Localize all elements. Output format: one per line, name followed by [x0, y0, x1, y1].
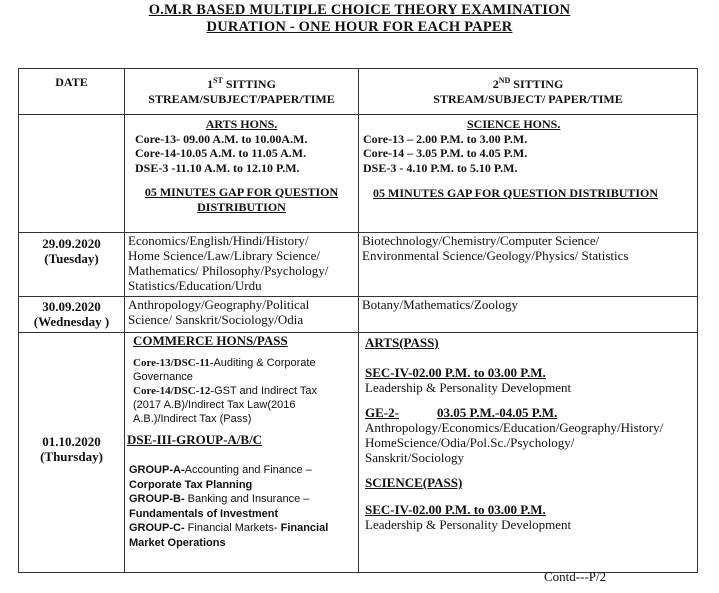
- row-date: 01.10.2020: [42, 433, 101, 449]
- sec-sci-time: SEC-IV-02.00 P.M. to 03.00 P.M.: [365, 502, 546, 517]
- schedule-row: [19, 233, 698, 297]
- ge2-line: GE-2- 03.05 P.M.-04.05 P.M.: [365, 405, 558, 420]
- timing-row: [19, 115, 698, 233]
- arts-dse3-time: DSE-3 -11.10 A.M. to 12.10 P.M.: [135, 160, 300, 175]
- date-header-cell: [19, 69, 125, 115]
- sitting1-header: 1ST SITTING: [207, 76, 276, 91]
- commerce-cell: [125, 333, 359, 573]
- group-b-line: GROUP-B- Banking and Insurance –: [129, 493, 310, 505]
- sci-dse3-time: DSE-3 - 4.10 P.M. to 5.10 P.M.: [363, 160, 518, 175]
- sitting2-subjects: [359, 233, 698, 297]
- arts-hons-title: ARTS HONS.: [205, 117, 278, 131]
- arts-gap-note-1: 05 MINUTES GAP FOR QUESTION: [144, 185, 339, 199]
- sitting2-subjects: [359, 297, 698, 333]
- sitting1-subheader: STREAM/SUBJECT/PAPER/TIME: [148, 92, 335, 106]
- row-day: (Wednesday ): [33, 314, 110, 329]
- arts-gap-note-2: DISTRIBUTION: [197, 199, 286, 214]
- document-subtitle: DURATION - ONE HOUR FOR EACH PAPER: [206, 19, 513, 35]
- arts-core14-time: Core-14-10.05 A.M. to 11.05 A.M.: [135, 146, 307, 160]
- arts-timing-cell: [125, 115, 359, 233]
- continued-note: Contd---P/2: [544, 569, 607, 584]
- subject-line: Economics/English/Hindi/History/: [128, 233, 309, 248]
- science-hons-title: SCIENCE HONS.: [467, 117, 561, 131]
- subject-line: Anthropology/Geography/Political: [128, 297, 310, 312]
- core14-line: Core-14/DSC-12-GST and Indirect Tax: [133, 385, 317, 397]
- date-header: DATE: [55, 75, 88, 89]
- subject-line: Botany/Mathematics/Zoology: [362, 297, 518, 312]
- sec-sci-subject: Leadership & Personality Development: [365, 517, 572, 532]
- sec-arts-subject: Leadership & Personality Development: [365, 380, 572, 395]
- sitting1-subjects: [125, 297, 359, 333]
- sci-core14-time: Core-14 – 3.05 P.M. to 4.05 P.M.: [363, 146, 528, 160]
- document-title: O.M.R BASED MULTIPLE CHOICE THEORY EXAMINATION: [148, 2, 571, 18]
- ge2-subjects-line: HomeScience/Odia/Pol.Sc./Psychology/: [365, 435, 575, 450]
- subject-line: Statistics/Education/Urdu: [128, 278, 262, 293]
- subject-line: Biotechnology/Chemistry/Computer Science/: [362, 233, 600, 248]
- timing-date-cell: [19, 115, 125, 233]
- row-date-cell: [19, 297, 125, 333]
- sitting2-header: 2ND SITTING: [492, 76, 564, 91]
- sitting2-subheader: STREAM/SUBJECT/ PAPER/TIME: [433, 92, 623, 106]
- subject-line: Mathematics/ Philosophy/Psychology/: [128, 263, 329, 278]
- group-b-line2: Fundamentals of Investment: [129, 507, 279, 520]
- ge2-subjects-line: Sanskrit/Sociology: [365, 450, 464, 465]
- arts-core13-time: Core-13- 09.00 A.M. to 10.00A.M.: [135, 131, 308, 146]
- group-c-line2: Market Operations: [129, 536, 226, 549]
- row-day: (Thursday): [40, 448, 103, 464]
- row-day: (Tuesday): [44, 251, 99, 266]
- science-timing-cell: [359, 115, 698, 233]
- group-c-line: GROUP-C- Financial Markets- Financial: [129, 522, 329, 534]
- row-date: 29.09.2020: [42, 236, 101, 251]
- sec-arts-time: SEC-IV-02.00 P.M. to 03.00 P.M.: [365, 365, 546, 380]
- sitting2-header-cell: [359, 69, 698, 115]
- arts-pass-title: ARTS(PASS): [365, 335, 439, 350]
- pass-cell: [359, 333, 698, 573]
- ge2-subjects-line: Anthropology/Economics/Education/Geography/History/: [365, 420, 664, 435]
- core13-line: Core-13/DSC-11-Auditing & Corporate: [133, 357, 316, 369]
- core14-line2: (2017 A.B)/Indirect Tax Law(2016: [133, 399, 296, 411]
- row-date-cell: [19, 333, 125, 573]
- sci-core13-time: Core-13 – 2.00 P.M. to 3.00 P.M.: [363, 131, 528, 146]
- subject-line: Science/ Sanskrit/Sociology/Odia: [128, 312, 304, 327]
- exam-schedule-table: [18, 68, 698, 573]
- row-date: 30.09.2020: [42, 299, 101, 314]
- sitting1-header-cell: [125, 69, 359, 115]
- core14-line3: A.B.)/Indirect Tax (Pass): [133, 413, 252, 425]
- group-a-line: GROUP-A-Accounting and Finance –: [129, 464, 312, 476]
- schedule-row: [19, 333, 698, 573]
- group-a-line2: Corporate Tax Planning: [129, 478, 253, 491]
- sitting1-subjects: [125, 233, 359, 297]
- header-row: [19, 69, 698, 115]
- subject-line: Environmental Science/Geology/Physics/ Statistics: [362, 248, 629, 263]
- dse-title: DSE-III-GROUP-A/B/C: [127, 432, 263, 447]
- subject-line: Home Science/Law/Library Science/: [128, 248, 321, 263]
- core13-line2: Governance: [133, 371, 193, 383]
- row-date-cell: [19, 233, 125, 297]
- science-gap-note: 05 MINUTES GAP FOR QUESTION DISTRIBUTION: [373, 186, 659, 200]
- schedule-row: [19, 297, 698, 333]
- commerce-title: COMMERCE HONS/PASS: [133, 333, 288, 348]
- science-pass-title: SCIENCE(PASS): [365, 475, 463, 490]
